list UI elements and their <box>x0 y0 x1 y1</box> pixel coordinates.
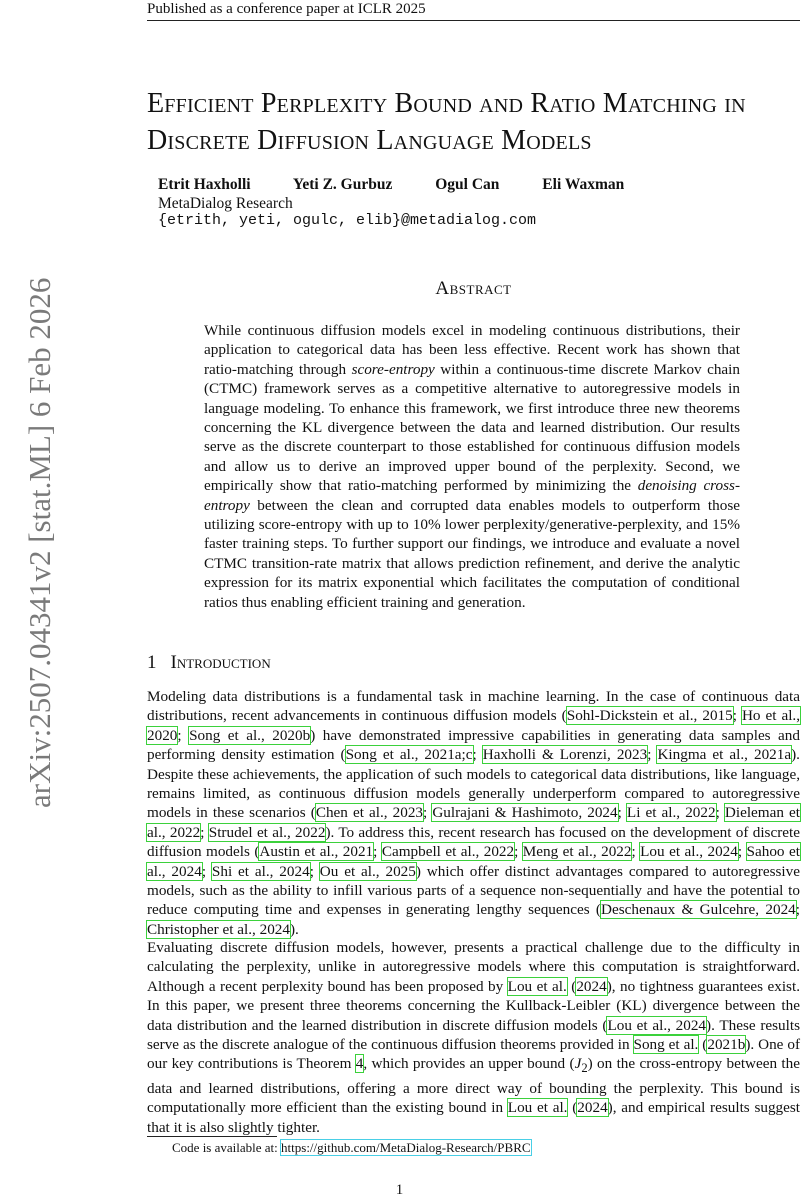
citation-link[interactable]: Christopher et al., 2024 <box>147 920 290 938</box>
citation-link[interactable]: 2021b <box>707 1036 746 1054</box>
section-number: 1 <box>147 652 157 673</box>
arxiv-identifier: arXiv:2507.04341v2 [stat.ML] 6 Feb 2026 <box>22 277 57 808</box>
citation-link[interactable]: Lou et al., 2024 <box>640 843 738 861</box>
theorem-link[interactable]: 4 <box>355 1055 364 1073</box>
footnote-rule <box>147 1136 277 1137</box>
citation-link[interactable]: Gulrajani & Hashimoto, 2024 <box>432 804 618 822</box>
citation-link[interactable]: Song et al., 2021a;c <box>345 746 473 764</box>
author-name: Ogul Can <box>435 176 500 193</box>
author-name: Etrit Haxholli <box>158 176 251 193</box>
citation-link[interactable]: Meng et al., 2022 <box>522 843 632 861</box>
citation-link[interactable]: 2024 <box>576 977 607 995</box>
citation-link[interactable]: Kingma et al., 2021a <box>657 746 792 764</box>
author-name: Yeti Z. Gurbuz <box>292 176 393 193</box>
intro-paragraph-1: Modeling data distributions is a fundamental task in machine learning. In the case of continuous data distributions, recent advancements in continuous diffusion models (Sohl-Dickstein et al., 2015; Ho et al., 2020; Song et al., 2020b) have demonstrated impressive capabilities in generating data samples and performing density estimation (Song et al., 2021a;c; Haxholli & Lorenzi, 2023; Kingma et al., 2021a). Despite these achievements, the application of such models to categorical data distributions, like language, remains limited, as continuous diffusion models generally underperform compared to autoregressive models in these scenarios (Chen et al., 2023; Gulrajani & Hashimoto, 2024; Li et al., 2022; Dieleman et al., 2022; Strudel et al., 2022). To address this, recent research has focused on the development of discrete diffusion models (Austin et al., 2021; Campbell et al., 2022; Meng et al., 2022; Lou et al., 2024; Sahoo et al., 2024; Shi et al., 2024; Ou et al., 2025) which offer distinct advantages compared to autoregressive models, such as the ability to infill various parts of a sequence non-sequentially and have the potential to reduce computing time and expenses in generating lengthy sequences (Deschenaux & Gulcehre, 2024; Christopher et al., 2024). <box>147 688 801 938</box>
citation-link[interactable]: Song et al., 2020b <box>189 726 311 744</box>
header-rule <box>147 20 800 21</box>
footnote: Code is available at: https://github.com/MetaDialog-Research/PBRC <box>172 1140 531 1155</box>
citation-link[interactable]: Lou et al., 2024 <box>607 1016 707 1034</box>
citation-link[interactable]: Deschenaux & Gulcehre, 2024 <box>601 901 796 919</box>
code-repo-link[interactable]: https://github.com/MetaDialog-Research/PBRC <box>281 1140 531 1155</box>
citation-link[interactable]: Song et al. <box>633 1036 699 1054</box>
paper-title: Efficient Perplexity Bound and Ratio Matching in Discrete Diffusion Language Models <box>147 88 746 156</box>
citation-link[interactable]: 2024 <box>577 1099 608 1117</box>
author-list <box>158 176 663 194</box>
page-number: 1 <box>395 1182 404 1198</box>
abstract-body: While continuous diffusion models excel in modeling continuous distributions, their application to categorical data has been less effective. Recent work has shown that ratio-matching through score-entropy within a continuous-time discrete Markov chain (CTMC) framework serves as a competitive alternative to autoregressive models in language modeling. To enhance this framework, we first introduce three new theorems concerning the KL divergence between the data and learned distribution. Our results serve as the discrete counterpart to those established for continuous diffusion models and allow us to derive an improved upper bound of the perplexity. Second, we empirically show that ratio-matching performed by minimizing the denoising cross-entropy between the clean and corrupted data enables models to outperform those utilizing score-entropy with up to 10% lower perplexity/generative-perplexity, and 15% faster training steps. To further support our findings, we introduce and evaluate a novel CTMC transition-rate matrix that allows prediction refinement, and derive the analytic expression for its matrix exponential which facilitates the computation of conditional ratios thus enabling efficient training and generation. <box>204 322 740 611</box>
citation-link[interactable]: Sohl-Dickstein et al., 2015 <box>566 707 733 725</box>
citation-link[interactable]: Ou et al., 2025 <box>319 862 416 880</box>
citation-link[interactable]: Haxholli & Lorenzi, 2023 <box>482 746 648 764</box>
citation-link[interactable]: Dieleman et al., 2022 <box>147 804 800 841</box>
citation-link[interactable]: Campbell et al., 2022 <box>381 843 515 861</box>
affiliation: MetaDialog Research <box>158 195 293 212</box>
citation-link[interactable]: Lou et al. <box>507 1099 568 1117</box>
intro-paragraph-2: Evaluating discrete diffusion models, however, presents a practical challenge due to the difficulty in calculating the perplexity, unlike in autoregressive models where this computation is straightforward. Although a recent perplexity bound has been proposed by Lou et al. (2024), no tightness guarantees exist. In this paper, we present three theorems concerning the Kullback-Leibler (KL) divergence between the data distribution and the learned distribution in discrete diffusion models (Lou et al., 2024). These results serve as the discrete analogue of the continuous diffusion theorems provided in Song et al. (2021b). One of our key contributions is Theorem 4, which provides an upper bound $(J_2)$ on the cross-entropy between the data and learned distributions, offering a more direct way of bounding the perplexity. This bound is computationally more efficient than the existing bound in Lou et al. (2024), and empirical results suggest that it is also slightly tighter. <box>147 939 801 1136</box>
citation-link[interactable]: Strudel et al., 2022 <box>208 823 326 841</box>
section-heading <box>147 652 271 674</box>
citation-link[interactable]: Shi et al., 2024 <box>211 862 310 880</box>
citation-link[interactable]: Austin et al., 2021 <box>259 843 374 861</box>
citation-link[interactable]: Ho et al., 2020 <box>147 707 801 744</box>
citation-link[interactable]: Lou et al. <box>507 977 567 995</box>
citation-link[interactable]: Li et al., 2022 <box>626 804 716 822</box>
abstract-heading: Abstract <box>435 278 512 299</box>
math-symbol: J <box>574 1055 582 1073</box>
citation-link[interactable]: Sahoo et al., 2024 <box>147 843 800 880</box>
section-title: Introduction <box>170 652 271 673</box>
author-name: Eli Waxman <box>542 176 625 193</box>
author-emails: {etrith, yeti, ogulc, elib}@metadialog.com <box>158 212 537 229</box>
running-header: Published as a conference paper at ICLR 2025 <box>147 1 426 17</box>
citation-link[interactable]: Chen et al., 2023 <box>315 804 424 822</box>
